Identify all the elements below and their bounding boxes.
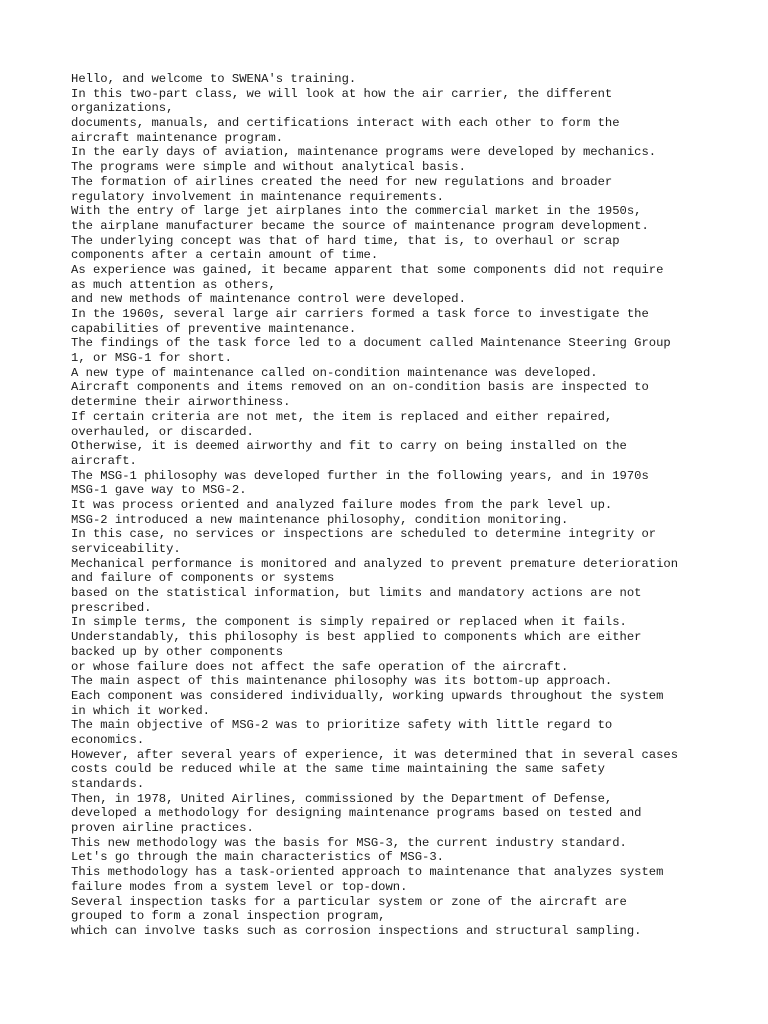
text-line: prescribed.: [71, 600, 152, 615]
text-line: Several inspection tasks for a particular system or zone of the aircraft are: [71, 894, 627, 909]
text-line: failure modes from a system level or top-down.: [71, 879, 408, 894]
text-line: The underlying concept was that of hard time, that is, to overhaul or scrap: [71, 233, 620, 248]
text-line: based on the statistical information, but limits and mandatory actions are not: [71, 586, 642, 601]
text-line: Hello, and welcome to SWENA's training.: [71, 72, 357, 86]
text-line: costs could be reduced while at the same time maintaining the same safety: [71, 762, 605, 777]
text-line: However, after several years of experience, it was determined that in several cases: [71, 747, 679, 762]
text-line: and failure of components or systems: [71, 571, 335, 586]
text-line: The MSG-1 philosophy was developed further in the following years, and in 1970s: [71, 468, 649, 483]
text-line: organizations,: [71, 101, 174, 116]
text-line: Mechanical performance is monitored and analyzed to prevent premature deterioration: [71, 556, 679, 571]
text-line: proven airline practices.: [71, 821, 254, 836]
text-line: The main aspect of this maintenance philosophy was its bottom-up approach.: [71, 674, 613, 689]
text-line: capabilities of preventive maintenance.: [71, 321, 357, 336]
text-line: It was process oriented and analyzed failure modes from the park level up.: [71, 497, 613, 512]
text-line: in which it worked.: [71, 703, 210, 718]
text-line: aircraft.: [71, 453, 137, 468]
text-line: This methodology has a task-oriented approach to maintenance that analyzes system: [71, 865, 664, 880]
text-line: The findings of the task force led to a document called Maintenance Steering Group: [71, 336, 671, 351]
text-line: 1, or MSG-1 for short.: [71, 351, 232, 366]
text-line: overhauled, or discarded.: [71, 424, 254, 439]
text-line: Aircraft components and items removed on an on-condition basis are inspected to: [71, 380, 649, 395]
text-line: regulatory involvement in maintenance requirements.: [71, 189, 444, 204]
text-line: MSG-1 gave way to MSG-2.: [71, 483, 247, 498]
text-line: The formation of airlines created the need for new regulations and broader: [71, 174, 613, 189]
text-line: determine their airworthiness.: [71, 395, 291, 410]
text-line: and new methods of maintenance control were developed.: [71, 292, 466, 307]
text-line: documents, manuals, and certifications interact with each other to form the: [71, 116, 620, 131]
text-line: backed up by other components: [71, 644, 284, 659]
text-line: standards.: [71, 777, 145, 791]
text-line: This new methodology was the basis for MSG-3, the current industry standard.: [71, 835, 627, 850]
text-line: which can involve tasks such as corrosion inspections and structural sampling.: [71, 923, 642, 938]
text-line: With the entry of large jet airplanes into the commercial market in the 1950s,: [71, 204, 642, 219]
text-line: serviceability.: [71, 542, 181, 556]
text-line: If certain criteria are not met, the item is replaced and either repaired,: [71, 409, 613, 424]
text-line: In this two-part class, we will look at how the air carrier, the different: [71, 86, 613, 101]
text-line: aircraft maintenance program.: [71, 130, 284, 145]
text-line: or whose failure does not affect the safe operation of the aircraft.: [71, 659, 569, 674]
text-line: In this case, no services or inspections are scheduled to determine integrity or: [71, 527, 657, 542]
text-line: Understandably, this philosophy is best applied to components which are either: [71, 630, 642, 645]
transcript-text: [71, 72, 731, 939]
text-line: economics.: [71, 732, 145, 747]
text-line: developed a methodology for designing maintenance programs based on tested and: [71, 806, 642, 821]
text-line: Then, in 1978, United Airlines, commissioned by the Department of Defense,: [71, 791, 613, 806]
text-line: Otherwise, it is deemed airworthy and fit to carry on being installed on the: [71, 439, 627, 454]
text-line: grouped to form a zonal inspection program,: [71, 909, 386, 924]
text-line: A new type of maintenance called on-condition maintenance was developed.: [71, 365, 598, 380]
text-line: The programs were simple and without analytical basis.: [71, 160, 466, 175]
text-line: MSG-2 introduced a new maintenance philosophy, condition monitoring.: [71, 512, 569, 527]
text-line: The main objective of MSG-2 was to prioritize safety with little regard to: [71, 718, 613, 733]
text-line: Each component was considered individually, working upwards throughout the system: [71, 688, 664, 703]
text-line: In the early days of aviation, maintenance programs were developed by mechanics.: [71, 145, 657, 160]
text-line: as much attention as others,: [71, 277, 276, 292]
text-line: In the 1960s, several large air carriers formed a task force to investigate the: [71, 307, 649, 321]
text-line: components after a certain amount of time.: [71, 248, 379, 263]
text-line: As experience was gained, it became apparent that some components did not require: [71, 262, 664, 277]
text-line: Let's go through the main characteristics of MSG-3.: [71, 850, 444, 865]
text-line: the airplane manufacturer became the source of maintenance program development.: [71, 218, 649, 233]
text-line: In simple terms, the component is simply repaired or replaced when it fails.: [71, 615, 627, 630]
